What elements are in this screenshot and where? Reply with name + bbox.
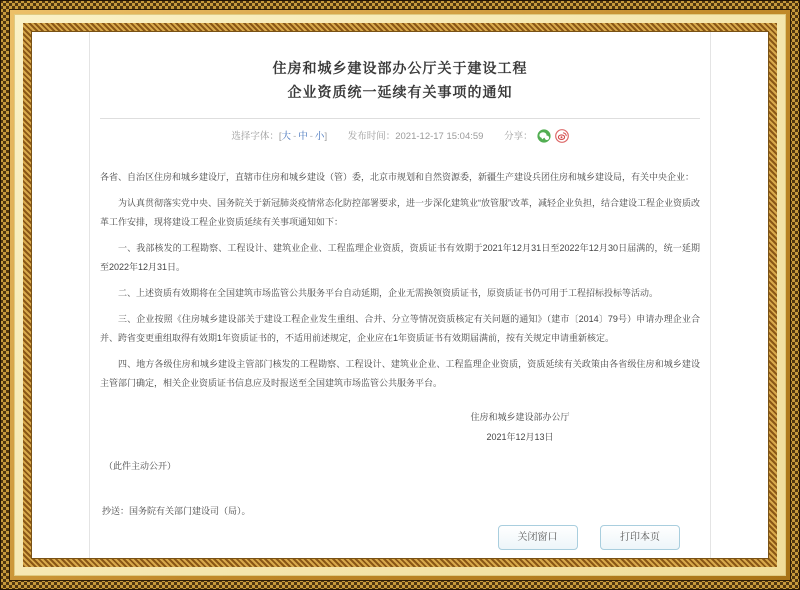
publish-time-label: 发布时间： — [347, 131, 396, 142]
body-paragraph: 为认真贯彻落实党中央、国务院关于新冠肺炎疫情常态化防控部署要求，进一步深化建筑业“放管服”改革，减轻企业负担，结合建设工程企业资质改革工作安排，现将建设工程企业资质延续有关事项通知如下： — [100, 198, 700, 227]
disclosure-footnote: （此件主动公开） — [104, 461, 177, 471]
cc-line: 抄送：国务院有关部门建设司（局）。 — [102, 506, 251, 516]
font-size-medium-link[interactable]: 中 — [298, 131, 308, 142]
title-separator — [100, 118, 700, 119]
share-label: 分享： — [504, 131, 533, 142]
signature-block — [430, 407, 610, 447]
body-paragraph: 各省、自治区住房和城乡建设厅，直辖市住房和城乡建设（管）委，北京市规划和自然资源委，新疆生产建设兵团住房和城乡建设局，有关中央企业： — [100, 172, 695, 182]
actions-row — [100, 525, 700, 550]
dash-separator: - — [309, 131, 313, 142]
print-page-button[interactable]: 打印本页 — [600, 525, 680, 550]
close-window-button[interactable]: 关闭窗口 — [498, 525, 578, 550]
body-paragraph: 四、地方各级住房和城乡建设主管部门核发的工程勘察、工程设计、建筑业企业、工程监理企业资质，资质延续有关政策由各省级住房和城乡建设主管部门确定，相关企业资质证书信息应及时报送至全国建筑市场监管公共服务平台。 — [100, 359, 700, 388]
signature-date: 2021年12月13日 — [486, 432, 554, 442]
font-size-label: 选择字体： — [231, 131, 279, 142]
bracket-open: [ — [278, 131, 282, 142]
font-size-selector — [231, 131, 329, 142]
document-body — [100, 168, 700, 393]
font-size-large-link[interactable]: 大 — [281, 131, 292, 142]
notice-title-line-2: 企业资质统一延续有关事项的通知 — [287, 84, 513, 100]
body-paragraph: 二、上述资质有效期将在全国建筑市场监管公共服务平台自动延期，企业无需换领资质证书，原资质证书仍可用于工程招标投标等活动。 — [118, 288, 659, 298]
document-page — [89, 32, 711, 558]
body-paragraph: 三、企业按照《住房城乡建设部关于建设工程企业发生重组、合并、分立等情况资质核定有关问题的通知》（建市〔2014〕79号）申请办理企业合并、跨省变更重组取得有效期1年资质证书的，不适用前述规定，企业应在1年资质证书有效期届满前，按有关规定申请重新核定。 — [100, 314, 700, 343]
dash-separator: - — [293, 131, 297, 142]
meta-row — [100, 128, 700, 146]
font-size-small-link[interactable]: 小 — [314, 131, 325, 142]
publish-time-group — [348, 131, 486, 142]
signature-org: 住房和城乡建设部办公厅 — [470, 412, 570, 422]
page-background — [32, 32, 768, 558]
notice-title-line-1: 住房和城乡建设部办公厅关于建设工程 — [272, 60, 528, 76]
publish-time-value: 2021-12-17 15:04:59 — [395, 131, 484, 142]
notice-title — [100, 56, 700, 104]
wechat-share-icon[interactable] — [537, 129, 551, 143]
bracket-close: ] — [324, 131, 328, 142]
body-paragraph: 一、我部核发的工程勘察、工程设计、建筑业企业、工程监理企业资质，资质证书有效期于2021年12月31日至2022年12月30日届满的，统一延期至2022年12月31日。 — [100, 243, 700, 272]
share-group — [504, 131, 569, 142]
weibo-share-icon[interactable] — [555, 129, 569, 143]
